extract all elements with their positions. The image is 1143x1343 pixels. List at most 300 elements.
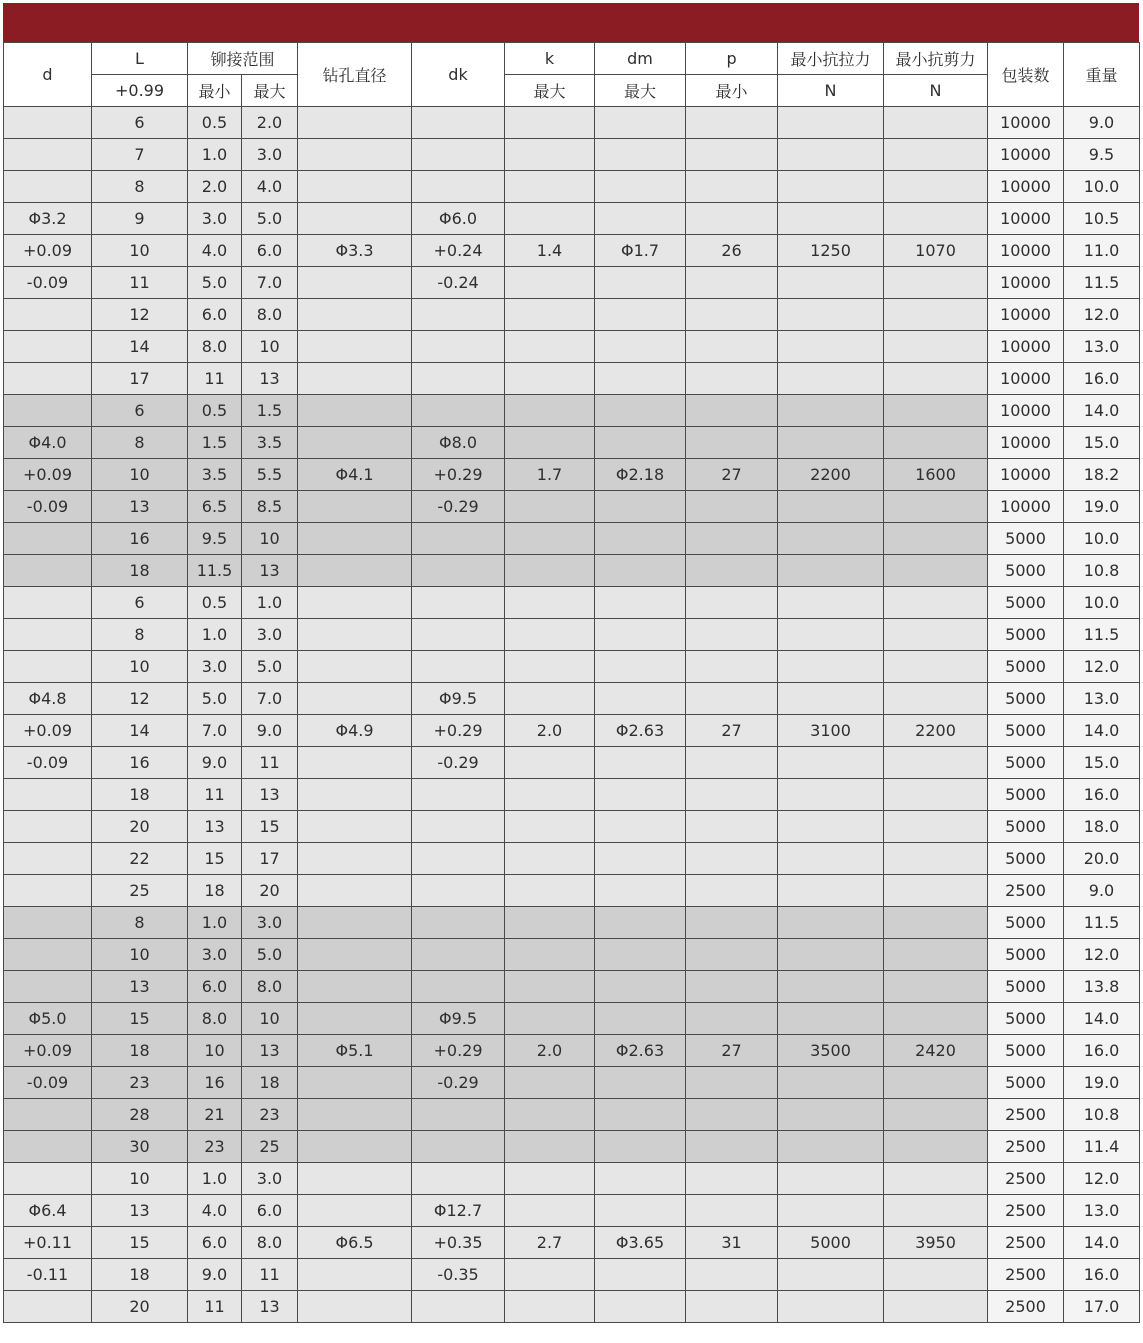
cell-grip-min: 16 — [188, 1067, 242, 1099]
header-shear-unit: N — [884, 75, 988, 107]
cell-grip-max: 6.0 — [242, 1195, 298, 1227]
cell-pack-qty: 5000 — [988, 971, 1064, 1003]
cell-pack-qty: 5000 — [988, 555, 1064, 587]
cell-shear — [884, 299, 988, 331]
cell-tensile — [778, 747, 884, 779]
cell-weight: 12.0 — [1064, 651, 1140, 683]
cell-tensile — [778, 1259, 884, 1291]
cell-tensile — [778, 331, 884, 363]
cell-grip-max: 15 — [242, 811, 298, 843]
table-row — [4, 1099, 1140, 1131]
cell-tensile — [778, 683, 884, 715]
cell-dm: Φ2.63 — [595, 715, 686, 747]
cell-d — [4, 875, 92, 907]
table-row — [4, 491, 1140, 523]
cell-grip-min: 10 — [188, 1035, 242, 1067]
cell-L: 18 — [92, 779, 188, 811]
cell-weight: 14.0 — [1064, 1003, 1140, 1035]
cell-drill-hole — [298, 267, 412, 299]
cell-weight: 16.0 — [1064, 779, 1140, 811]
cell-tensile — [778, 139, 884, 171]
table-row — [4, 1163, 1140, 1195]
cell-d: +0.09 — [4, 235, 92, 267]
cell-grip-min: 7.0 — [188, 715, 242, 747]
cell-shear — [884, 779, 988, 811]
cell-L: 6 — [92, 395, 188, 427]
cell-weight: 15.0 — [1064, 427, 1140, 459]
cell-dm — [595, 779, 686, 811]
cell-drill-hole: Φ4.1 — [298, 459, 412, 491]
cell-dk — [412, 555, 505, 587]
cell-pack-qty: 5000 — [988, 843, 1064, 875]
cell-d — [4, 395, 92, 427]
cell-k — [505, 363, 595, 395]
cell-shear — [884, 1195, 988, 1227]
cell-dm — [595, 971, 686, 1003]
cell-p — [686, 299, 778, 331]
cell-p — [686, 971, 778, 1003]
cell-dm — [595, 1099, 686, 1131]
cell-grip-max: 5.0 — [242, 651, 298, 683]
cell-k — [505, 1163, 595, 1195]
cell-dk: Φ6.0 — [412, 203, 505, 235]
table-row — [4, 779, 1140, 811]
cell-shear — [884, 555, 988, 587]
table-row — [4, 1067, 1140, 1099]
cell-dk: +0.35 — [412, 1227, 505, 1259]
cell-drill-hole — [298, 427, 412, 459]
cell-k — [505, 747, 595, 779]
cell-grip-min: 6.0 — [188, 971, 242, 1003]
cell-dk — [412, 971, 505, 1003]
cell-weight: 14.0 — [1064, 395, 1140, 427]
cell-dm — [595, 107, 686, 139]
cell-shear — [884, 1131, 988, 1163]
cell-grip-max: 3.0 — [242, 1163, 298, 1195]
cell-dk — [412, 651, 505, 683]
cell-L: 20 — [92, 1291, 188, 1323]
cell-d: Φ5.0 — [4, 1003, 92, 1035]
cell-L: 20 — [92, 811, 188, 843]
cell-shear — [884, 971, 988, 1003]
cell-shear — [884, 843, 988, 875]
cell-dk — [412, 395, 505, 427]
cell-weight: 11.0 — [1064, 235, 1140, 267]
cell-dm — [595, 139, 686, 171]
cell-dk — [412, 139, 505, 171]
cell-tensile — [778, 971, 884, 1003]
cell-dk: -0.35 — [412, 1259, 505, 1291]
cell-tensile — [778, 651, 884, 683]
cell-pack-qty: 2500 — [988, 1227, 1064, 1259]
cell-dk: Φ12.7 — [412, 1195, 505, 1227]
table-row — [4, 843, 1140, 875]
cell-dm — [595, 555, 686, 587]
cell-grip-min: 11 — [188, 363, 242, 395]
cell-weight: 13.8 — [1064, 971, 1140, 1003]
cell-L: 15 — [92, 1003, 188, 1035]
cell-drill-hole — [298, 523, 412, 555]
cell-d — [4, 1131, 92, 1163]
cell-grip-min: 5.0 — [188, 683, 242, 715]
cell-pack-qty: 2500 — [988, 875, 1064, 907]
cell-dm — [595, 171, 686, 203]
cell-tensile — [778, 363, 884, 395]
cell-dm — [595, 747, 686, 779]
cell-tensile — [778, 939, 884, 971]
cell-weight: 19.0 — [1064, 1067, 1140, 1099]
cell-shear — [884, 939, 988, 971]
cell-grip-max: 5.0 — [242, 203, 298, 235]
cell-L: 30 — [92, 1131, 188, 1163]
cell-tensile: 1250 — [778, 235, 884, 267]
cell-dk — [412, 811, 505, 843]
cell-pack-qty: 10000 — [988, 427, 1064, 459]
cell-dk — [412, 1099, 505, 1131]
cell-k — [505, 299, 595, 331]
cell-weight: 19.0 — [1064, 491, 1140, 523]
table-row — [4, 619, 1140, 651]
cell-tensile — [778, 395, 884, 427]
cell-dm — [595, 1195, 686, 1227]
cell-drill-hole: Φ5.1 — [298, 1035, 412, 1067]
cell-tensile: 3100 — [778, 715, 884, 747]
cell-grip-max: 9.0 — [242, 715, 298, 747]
cell-p — [686, 363, 778, 395]
cell-p — [686, 1163, 778, 1195]
cell-d — [4, 107, 92, 139]
cell-drill-hole — [298, 683, 412, 715]
header-weight: 重量 — [1064, 43, 1140, 107]
cell-k: 1.7 — [505, 459, 595, 491]
cell-grip-max: 13 — [242, 363, 298, 395]
cell-drill-hole — [298, 1067, 412, 1099]
cell-drill-hole — [298, 139, 412, 171]
header-p: p — [686, 43, 778, 75]
cell-drill-hole — [298, 491, 412, 523]
cell-L: 13 — [92, 491, 188, 523]
cell-weight: 10.0 — [1064, 523, 1140, 555]
cell-p — [686, 619, 778, 651]
cell-grip-max: 3.0 — [242, 907, 298, 939]
cell-d — [4, 299, 92, 331]
cell-tensile — [778, 1131, 884, 1163]
cell-weight: 10.0 — [1064, 587, 1140, 619]
cell-dm — [595, 363, 686, 395]
cell-dk — [412, 907, 505, 939]
cell-grip-min: 0.5 — [188, 587, 242, 619]
cell-k: 2.0 — [505, 1035, 595, 1067]
cell-weight: 16.0 — [1064, 1259, 1140, 1291]
cell-drill-hole — [298, 651, 412, 683]
cell-k — [505, 779, 595, 811]
cell-shear — [884, 875, 988, 907]
cell-pack-qty: 2500 — [988, 1163, 1064, 1195]
cell-drill-hole — [298, 395, 412, 427]
cell-dk: +0.24 — [412, 235, 505, 267]
table-row — [4, 811, 1140, 843]
cell-tensile — [778, 427, 884, 459]
cell-drill-hole — [298, 939, 412, 971]
cell-L: 18 — [92, 1035, 188, 1067]
cell-L: 8 — [92, 907, 188, 939]
table-row — [4, 171, 1140, 203]
cell-tensile — [778, 1003, 884, 1035]
cell-drill-hole: Φ6.5 — [298, 1227, 412, 1259]
cell-dm — [595, 1291, 686, 1323]
cell-p: 27 — [686, 1035, 778, 1067]
header-row-2 — [4, 75, 1140, 107]
cell-tensile — [778, 299, 884, 331]
cell-shear — [884, 331, 988, 363]
cell-k — [505, 811, 595, 843]
table-row — [4, 395, 1140, 427]
cell-grip-max: 8.0 — [242, 1227, 298, 1259]
cell-shear: 1600 — [884, 459, 988, 491]
cell-dm — [595, 1163, 686, 1195]
cell-drill-hole — [298, 107, 412, 139]
cell-dm — [595, 491, 686, 523]
cell-k — [505, 427, 595, 459]
table-row — [4, 523, 1140, 555]
cell-shear — [884, 491, 988, 523]
cell-d — [4, 811, 92, 843]
cell-d: +0.09 — [4, 1035, 92, 1067]
cell-p — [686, 875, 778, 907]
cell-L: 23 — [92, 1067, 188, 1099]
cell-grip-max: 17 — [242, 843, 298, 875]
cell-p — [686, 747, 778, 779]
cell-shear — [884, 1067, 988, 1099]
cell-d — [4, 523, 92, 555]
cell-shear — [884, 363, 988, 395]
cell-d — [4, 1291, 92, 1323]
cell-L: 10 — [92, 1163, 188, 1195]
cell-grip-min: 11.5 — [188, 555, 242, 587]
cell-k — [505, 203, 595, 235]
header-dm-max: 最大 — [595, 75, 686, 107]
cell-weight: 11.4 — [1064, 1131, 1140, 1163]
header-grip-min: 最小 — [188, 75, 242, 107]
cell-drill-hole — [298, 619, 412, 651]
cell-weight: 11.5 — [1064, 267, 1140, 299]
cell-dk — [412, 875, 505, 907]
cell-grip-max: 3.0 — [242, 139, 298, 171]
cell-d — [4, 555, 92, 587]
cell-dk — [412, 1131, 505, 1163]
cell-d — [4, 363, 92, 395]
cell-dm — [595, 1067, 686, 1099]
cell-grip-max: 1.0 — [242, 587, 298, 619]
cell-dk — [412, 171, 505, 203]
table-row — [4, 715, 1140, 747]
cell-weight: 13.0 — [1064, 1195, 1140, 1227]
cell-L: 16 — [92, 747, 188, 779]
cell-pack-qty: 5000 — [988, 523, 1064, 555]
cell-grip-min: 15 — [188, 843, 242, 875]
cell-p — [686, 1259, 778, 1291]
cell-d: Φ3.2 — [4, 203, 92, 235]
cell-p — [686, 171, 778, 203]
cell-tensile — [778, 907, 884, 939]
cell-tensile — [778, 267, 884, 299]
cell-grip-min: 9.0 — [188, 747, 242, 779]
cell-k — [505, 843, 595, 875]
cell-dk: Φ9.5 — [412, 1003, 505, 1035]
cell-L: 13 — [92, 971, 188, 1003]
cell-tensile — [778, 1195, 884, 1227]
cell-dk — [412, 779, 505, 811]
cell-pack-qty: 5000 — [988, 747, 1064, 779]
cell-pack-qty: 10000 — [988, 107, 1064, 139]
cell-dk: +0.29 — [412, 1035, 505, 1067]
table-row — [4, 1131, 1140, 1163]
cell-dm — [595, 427, 686, 459]
cell-d — [4, 779, 92, 811]
cell-d — [4, 1163, 92, 1195]
cell-drill-hole — [298, 971, 412, 1003]
cell-grip-max: 8.0 — [242, 299, 298, 331]
cell-drill-hole — [298, 1099, 412, 1131]
cell-drill-hole — [298, 587, 412, 619]
cell-tensile: 3500 — [778, 1035, 884, 1067]
header-pack-qty: 包装数 — [988, 43, 1064, 107]
cell-shear — [884, 523, 988, 555]
cell-weight: 12.0 — [1064, 939, 1140, 971]
cell-dm — [595, 843, 686, 875]
cell-d: -0.11 — [4, 1259, 92, 1291]
cell-p — [686, 139, 778, 171]
cell-tensile — [778, 203, 884, 235]
cell-L: 10 — [92, 939, 188, 971]
cell-weight: 13.0 — [1064, 331, 1140, 363]
cell-p — [686, 779, 778, 811]
table-row — [4, 907, 1140, 939]
cell-dm — [595, 683, 686, 715]
table-row — [4, 1259, 1140, 1291]
cell-dk — [412, 587, 505, 619]
cell-dm — [595, 907, 686, 939]
cell-weight: 18.0 — [1064, 811, 1140, 843]
cell-k — [505, 1099, 595, 1131]
cell-drill-hole — [298, 811, 412, 843]
cell-grip-max: 1.5 — [242, 395, 298, 427]
cell-L: 6 — [92, 107, 188, 139]
cell-d: Φ4.0 — [4, 427, 92, 459]
cell-k — [505, 875, 595, 907]
cell-k: 2.0 — [505, 715, 595, 747]
cell-drill-hole — [298, 1291, 412, 1323]
cell-grip-max: 3.0 — [242, 619, 298, 651]
cell-p — [686, 1067, 778, 1099]
cell-pack-qty: 10000 — [988, 235, 1064, 267]
table-body — [4, 107, 1140, 1323]
table-row — [4, 1003, 1140, 1035]
cell-d: +0.11 — [4, 1227, 92, 1259]
cell-L: 15 — [92, 1227, 188, 1259]
cell-pack-qty: 10000 — [988, 171, 1064, 203]
cell-pack-qty: 10000 — [988, 331, 1064, 363]
cell-pack-qty: 10000 — [988, 395, 1064, 427]
table-row — [4, 1291, 1140, 1323]
cell-tensile: 5000 — [778, 1227, 884, 1259]
cell-shear — [884, 171, 988, 203]
cell-tensile — [778, 1291, 884, 1323]
cell-p — [686, 683, 778, 715]
table-row — [4, 683, 1140, 715]
cell-drill-hole: Φ4.9 — [298, 715, 412, 747]
cell-shear — [884, 747, 988, 779]
cell-k — [505, 1259, 595, 1291]
cell-drill-hole — [298, 171, 412, 203]
cell-grip-min: 6.5 — [188, 491, 242, 523]
cell-pack-qty: 2500 — [988, 1195, 1064, 1227]
table-row — [4, 427, 1140, 459]
cell-k — [505, 139, 595, 171]
cell-L: 28 — [92, 1099, 188, 1131]
cell-tensile — [778, 1067, 884, 1099]
cell-p — [686, 1195, 778, 1227]
cell-dk — [412, 107, 505, 139]
cell-p — [686, 907, 778, 939]
cell-p: 31 — [686, 1227, 778, 1259]
cell-dk — [412, 619, 505, 651]
header-d: d — [4, 43, 92, 107]
cell-weight: 12.0 — [1064, 1163, 1140, 1195]
cell-pack-qty: 10000 — [988, 363, 1064, 395]
cell-L: 10 — [92, 651, 188, 683]
cell-drill-hole — [298, 331, 412, 363]
cell-shear — [884, 1003, 988, 1035]
cell-weight: 9.0 — [1064, 875, 1140, 907]
cell-L: 10 — [92, 459, 188, 491]
cell-shear: 3950 — [884, 1227, 988, 1259]
cell-grip-min: 2.0 — [188, 171, 242, 203]
cell-d — [4, 843, 92, 875]
cell-p — [686, 491, 778, 523]
table-row — [4, 651, 1140, 683]
table-row — [4, 299, 1140, 331]
cell-grip-max: 4.0 — [242, 171, 298, 203]
cell-grip-min: 23 — [188, 1131, 242, 1163]
cell-grip-max: 13 — [242, 1035, 298, 1067]
cell-grip-min: 11 — [188, 779, 242, 811]
cell-dk — [412, 1163, 505, 1195]
cell-pack-qty: 5000 — [988, 1035, 1064, 1067]
cell-grip-min: 3.0 — [188, 203, 242, 235]
cell-shear — [884, 1291, 988, 1323]
cell-p — [686, 427, 778, 459]
cell-d — [4, 907, 92, 939]
cell-grip-min: 9.5 — [188, 523, 242, 555]
cell-k — [505, 651, 595, 683]
cell-pack-qty: 10000 — [988, 139, 1064, 171]
cell-dm — [595, 1259, 686, 1291]
cell-drill-hole — [298, 1131, 412, 1163]
cell-shear: 2420 — [884, 1035, 988, 1067]
cell-dm — [595, 523, 686, 555]
table-row — [4, 587, 1140, 619]
cell-weight: 10.8 — [1064, 555, 1140, 587]
cell-dm — [595, 203, 686, 235]
cell-grip-min: 18 — [188, 875, 242, 907]
cell-d — [4, 971, 92, 1003]
cell-dm — [595, 395, 686, 427]
cell-grip-min: 9.0 — [188, 1259, 242, 1291]
cell-weight: 18.2 — [1064, 459, 1140, 491]
cell-k — [505, 1131, 595, 1163]
cell-d — [4, 1099, 92, 1131]
